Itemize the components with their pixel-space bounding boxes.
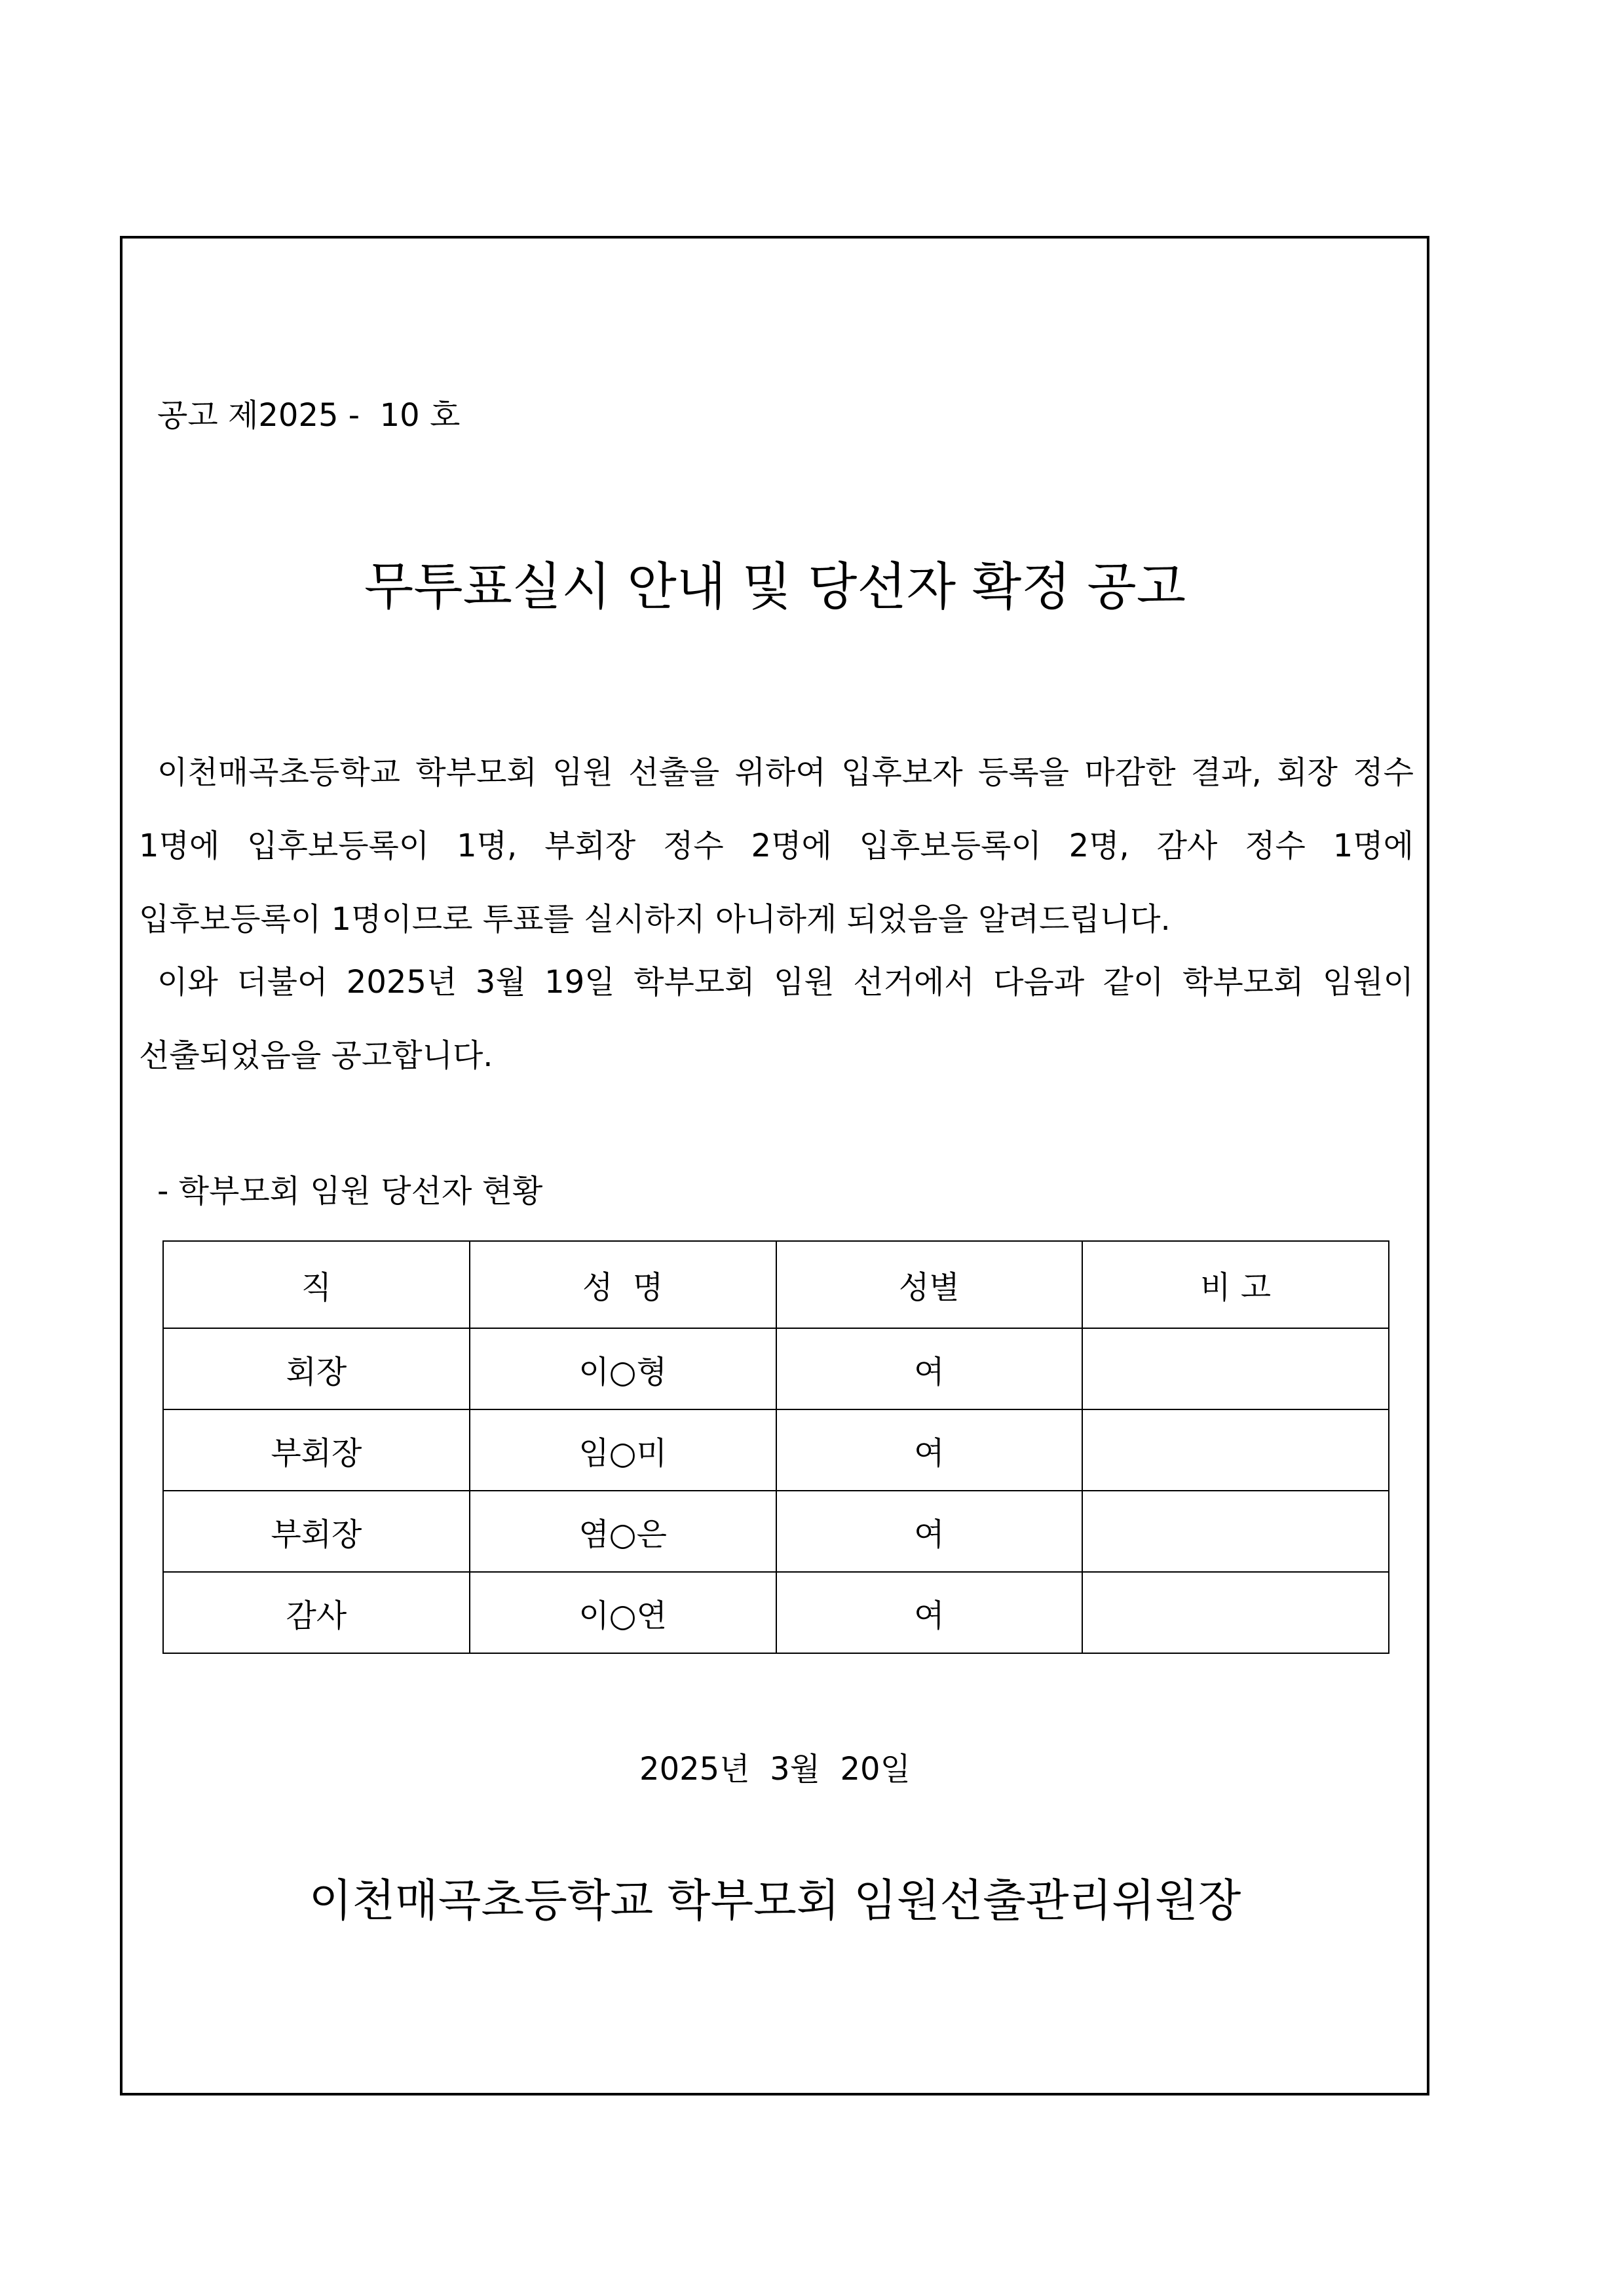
document-date: 2025년 3월 20일 xyxy=(639,1751,911,1788)
cell-position: 감사 xyxy=(163,1572,470,1653)
header-position: 직 xyxy=(163,1241,470,1328)
cell-remarks xyxy=(1082,1328,1389,1409)
cell-name: 이○형 xyxy=(470,1328,776,1409)
cell-gender: 여 xyxy=(776,1328,1083,1409)
cell-name: 이○연 xyxy=(470,1572,776,1653)
notice-number: 공고 제2025 - 10 호 xyxy=(157,397,461,434)
table-header-row xyxy=(163,1241,1389,1328)
document-border xyxy=(120,236,1429,2095)
table-row xyxy=(163,1491,1389,1572)
cell-gender: 여 xyxy=(776,1491,1083,1572)
cell-position: 부회장 xyxy=(163,1409,470,1491)
cell-name: 염○은 xyxy=(470,1491,776,1572)
header-name: 성 명 xyxy=(470,1241,776,1328)
body-paragraph-2: 이와 더불어 2025년 3월 19일 학부모회 임원 선거에서 다음과 같이 학부모회 임원이 선출되었음을 공고합니다. xyxy=(139,964,1414,1074)
cell-remarks xyxy=(1082,1409,1389,1491)
cell-name: 임○미 xyxy=(470,1409,776,1491)
cell-gender: 여 xyxy=(776,1572,1083,1653)
cell-position: 부회장 xyxy=(163,1491,470,1572)
cell-remarks xyxy=(1082,1572,1389,1653)
section-heading: - 학부모회 임원 당선자 현황 xyxy=(157,1173,543,1210)
elected-officers-table xyxy=(162,1240,1389,1654)
body-paragraph-1: 이천매곡초등학교 학부모회 임원 선출을 위하여 입후보자 등록을 마감한 결과, 회장 정수 1명에 입후보등록이 1명, 부회장 정수 2명에 입후보등록이 2명, 감사 정수 1명에 입후보등록이 1명이므로 투표를 실시하지 아니하게 되었음을 알려드립니다. xyxy=(139,754,1414,938)
cell-gender: 여 xyxy=(776,1409,1083,1491)
cell-remarks xyxy=(1082,1491,1389,1572)
signature-line: 이천매곡초등학교 학부모회 임원선출관리위원장 xyxy=(309,1875,1241,1927)
header-remarks: 비 고 xyxy=(1082,1241,1389,1328)
table-row xyxy=(163,1409,1389,1491)
table-row xyxy=(163,1572,1389,1653)
cell-position: 회장 xyxy=(163,1328,470,1409)
table-row xyxy=(163,1328,1389,1409)
document-title: 무투표실시 안내 및 당선자 확정 공고 xyxy=(364,558,1186,617)
header-gender: 성별 xyxy=(776,1241,1083,1328)
